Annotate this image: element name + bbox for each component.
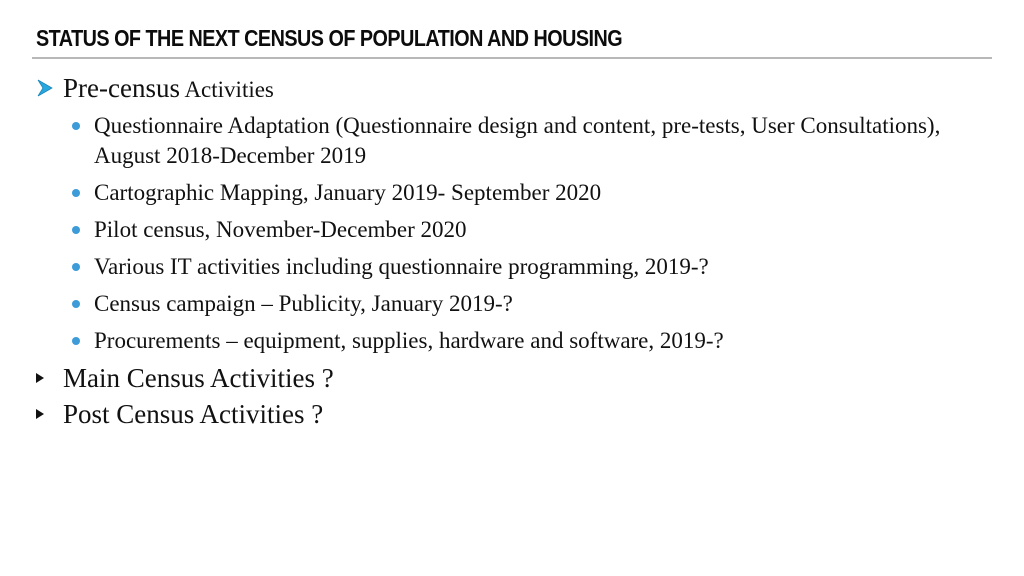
section-label-suffix: Activities: [179, 77, 274, 102]
slide-title: STATUS OF THE NEXT CENSUS OF POPULATION AND HOUSING: [36, 25, 623, 51]
bullet-dot-icon: [72, 226, 80, 234]
arrow-icon: [37, 79, 53, 97]
list-item-text: Pilot census, November-December 2020: [94, 217, 467, 242]
bullet-dot-icon: [72, 263, 80, 271]
list-item: [34, 111, 984, 171]
triangle-bullet-icon: [36, 409, 44, 419]
bullet-dot-icon: [72, 122, 80, 130]
list-item-text: Cartographic Mapping, January 2019- September 2020: [94, 180, 602, 205]
bullet-dot-icon: [72, 189, 80, 197]
title-divider: [32, 57, 992, 59]
list-item-text: Census campaign – Publicity, January 2019-?: [94, 291, 513, 316]
section-label: Main Census Activities ?: [63, 363, 334, 393]
list-item: [34, 289, 984, 319]
section-post-census: [34, 396, 984, 432]
section-pre-census: [34, 70, 984, 108]
bullet-dot-icon: [72, 337, 80, 345]
list-item: [34, 215, 984, 245]
list-item: [34, 178, 984, 208]
bullet-dot-icon: [72, 300, 80, 308]
list-item-text: Questionnaire Adaptation (Questionnaire design and content, pre-tests, User Consultations), August 2018-December 2019: [94, 113, 941, 168]
pre-census-list: [34, 111, 984, 356]
slide-content: [34, 70, 984, 432]
list-item: [34, 252, 984, 282]
section-label: Post Census Activities ?: [63, 399, 324, 429]
list-item: [34, 326, 984, 356]
triangle-bullet-icon: [36, 373, 44, 383]
section-label: Pre-census: [63, 73, 180, 103]
list-item-text: Procurements – equipment, supplies, hardware and software, 2019-?: [94, 328, 724, 353]
section-main-census: [34, 360, 984, 396]
list-item-text: Various IT activities including questionnaire programming, 2019-?: [94, 254, 709, 279]
